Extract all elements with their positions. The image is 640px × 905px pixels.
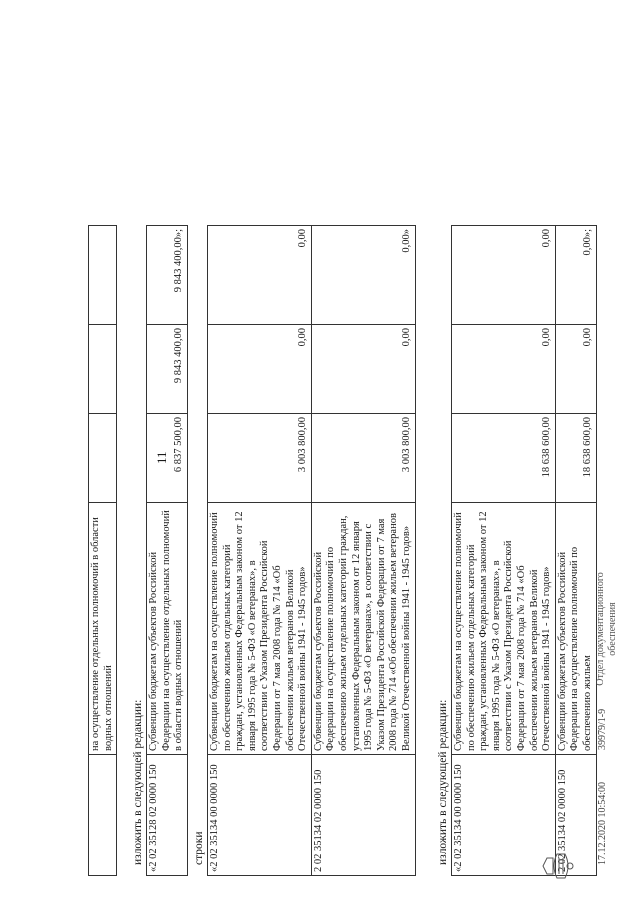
footer-datetime: 17.12.2020 10:54:00 xyxy=(597,781,608,865)
table-row xyxy=(89,226,117,876)
value-cell: 0,00 xyxy=(452,325,556,414)
value-cell xyxy=(89,325,117,414)
name-cell: Субвенции бюджетам субъектов Российской Федерации на осуществление полномочий по обеспечению жильем xyxy=(555,503,596,755)
value-cell: 9 843 400,00 xyxy=(147,325,188,414)
replacement-table-2 xyxy=(451,225,597,876)
footer-doc-id: 39979/1-9 xyxy=(597,708,608,750)
value-cell: 0,00 xyxy=(208,226,312,325)
value-cell xyxy=(89,226,117,325)
value-cell: 0,00» xyxy=(311,226,415,325)
original-rows-table xyxy=(207,225,416,876)
table-row xyxy=(311,226,415,876)
code-cell: 2 02 35134 02 0000 150 xyxy=(555,755,596,876)
instruction-text: изложить в следующей редакции: xyxy=(437,699,449,865)
stamp-line-1: Отдел документационного xyxy=(595,572,606,686)
table-row xyxy=(452,226,556,876)
code-cell xyxy=(89,755,117,876)
code-cell: «2 02 35128 02 0000 150 xyxy=(147,755,188,876)
table-row xyxy=(147,226,188,876)
table-row xyxy=(208,226,312,876)
value-cell: 18 638 600,00 xyxy=(452,414,556,503)
value-cell xyxy=(89,414,117,503)
page-number: 11 xyxy=(154,451,169,464)
name-cell: на осуществление отдельных полномочий в области водных отношений xyxy=(89,503,117,755)
code-cell: 2 02 35134 02 0000 150 xyxy=(311,755,415,876)
value-cell: 0,00 xyxy=(555,325,596,414)
emblem-icon xyxy=(541,850,575,882)
name-cell: Субвенции бюджетам на осуществление полномочий по обеспечению жильем отдельных категорий граждан, установленных Федеральным законом от 12 января 1995 года № 5-ФЗ «О ветеранах», в соответствии с Указом Президента Российской Федерации от 7 мая 2008 года № 714 «Об обеспечении жильем ветеранов Великой Отечественной войны 1941 - 1945 годов» xyxy=(452,503,556,755)
value-cell: 9 843 400,00»; xyxy=(147,226,188,325)
value-cell: 0,00»; xyxy=(555,226,596,325)
replacement-table-1 xyxy=(146,225,188,876)
name-cell: Субвенции бюджетам субъектов Российской Федерации на осуществление полномочий по обеспечению жильем отдельных категорий граждан, установленных Федеральным законом от 12 января 1995 года № 5-ФЗ «О ветеранах», в соответствии с Указом Президента Российской Федерации от 7 мая 2008 года № 714 «Об обеспечении жильем ветеранов Великой Отечественной войны 1941 - 1945 годов» xyxy=(311,503,415,755)
name-cell: Субвенции бюджетам на осуществление полномочий по обеспечению жильем отдельных категорий граждан, установленных Федеральным законом от 12 января 1995 года № 5-ФЗ «О ветеранах», в соответствии с Указом Президента Российской Федерации от 7 мая 2008 года № 714 «Об обеспечении жильем ветеранов Великой Отечественной войны 1941 - 1945 годов» xyxy=(208,503,312,755)
stamp-line-2: обеспечения xyxy=(606,602,618,656)
value-cell: 3 003 800,00 xyxy=(208,414,312,503)
instruction-text: строки xyxy=(193,831,205,865)
value-cell: 0,00 xyxy=(208,325,312,414)
department-stamp xyxy=(595,549,618,709)
table-row xyxy=(555,226,596,876)
value-cell: 3 003 800,00 xyxy=(311,414,415,503)
name-cell: Субвенции бюджетам субъектов Российской Федерации на осуществление отдельных полномочий в области водных отношений xyxy=(147,503,188,755)
instruction-text: изложить в следующей редакции: xyxy=(132,699,144,865)
value-cell: 0,00 xyxy=(311,325,415,414)
value-cell: 0,00 xyxy=(452,226,556,325)
top-table xyxy=(88,225,117,876)
value-cell: 6 837 500,00 xyxy=(147,414,188,503)
value-cell: 18 638 600,00 xyxy=(555,414,596,503)
code-cell: «2 02 35134 00 0000 150 xyxy=(208,755,312,876)
code-cell: «2 02 35134 00 0000 150 xyxy=(452,755,556,876)
